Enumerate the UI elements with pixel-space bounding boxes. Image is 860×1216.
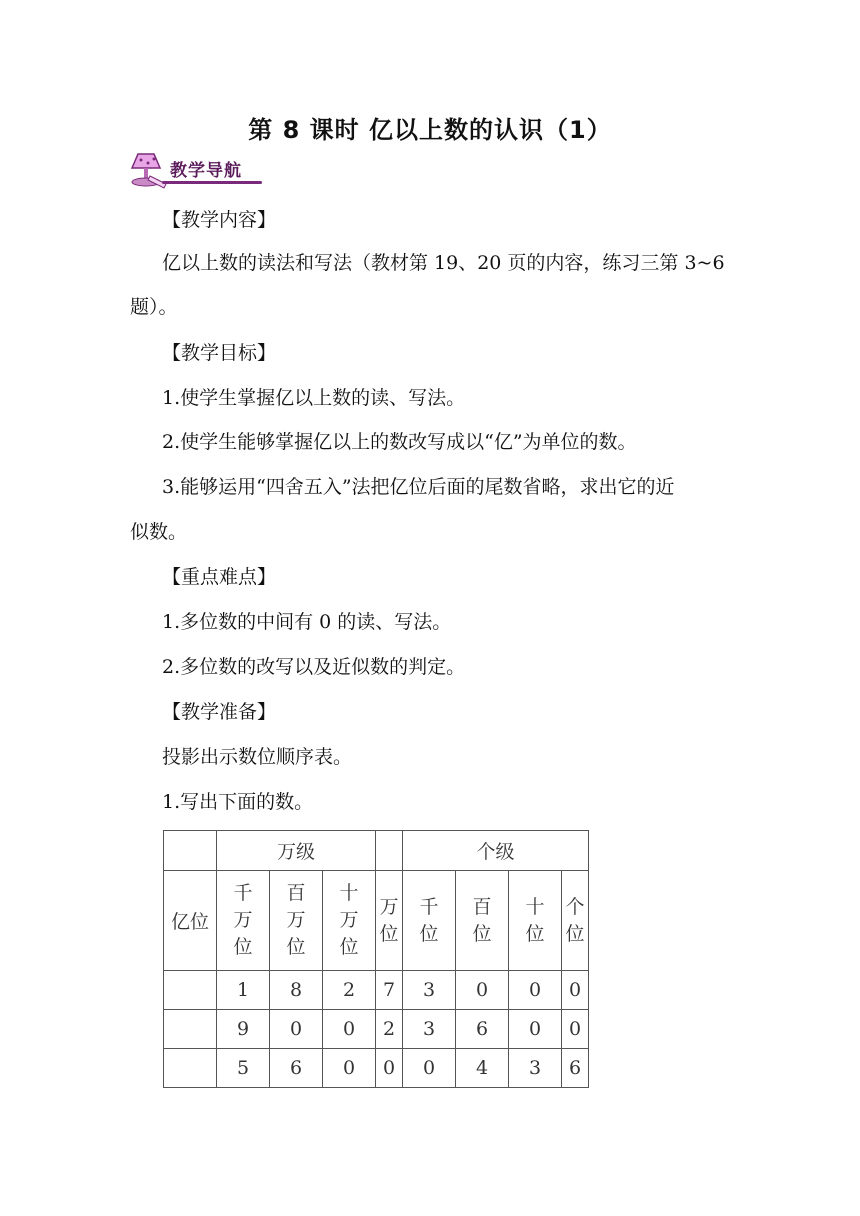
table-cell bbox=[164, 1010, 217, 1049]
table-cell: 2 bbox=[323, 971, 376, 1010]
table-cell: 9 bbox=[217, 1010, 270, 1049]
group-wan-cell: 万级 bbox=[217, 831, 376, 871]
col-header bbox=[323, 871, 376, 971]
exercise-1: 1.写出下面的数。 bbox=[162, 791, 314, 813]
table-cell: 0 bbox=[376, 1049, 403, 1088]
table-cell: 2 bbox=[376, 1010, 403, 1049]
key-heading: 【重点难点】 bbox=[162, 566, 277, 588]
content-text: 亿以上数的读法和写法（教材第 19、20 页的内容，练习三第 3~6 题）。 bbox=[130, 252, 725, 318]
table-cell: 0 bbox=[562, 971, 589, 1010]
goal-1: 1.使学生掌握亿以上数的读、写法。 bbox=[162, 387, 466, 409]
goal-2: 2.使学生能够掌握亿以上的数改写成以“亿”为单位的数。 bbox=[162, 431, 637, 453]
lamp-icon bbox=[126, 150, 170, 192]
table-cell: 0 bbox=[270, 1010, 323, 1049]
table-row bbox=[164, 1010, 589, 1049]
table-row bbox=[164, 971, 589, 1010]
col-label: 十 位 bbox=[525, 895, 545, 945]
col-label: 百 万 位 bbox=[286, 882, 306, 958]
content-heading: 【教学内容】 bbox=[162, 209, 277, 231]
table-cell: 8 bbox=[270, 971, 323, 1010]
table-cell: 7 bbox=[376, 971, 403, 1010]
table-cell: 6 bbox=[270, 1049, 323, 1088]
table-cell: 5 bbox=[217, 1049, 270, 1088]
key-2: 2.多位数的改写以及近似数的判定。 bbox=[162, 656, 466, 678]
page-title: 第 8 课时 亿以上数的认识（1） bbox=[248, 116, 612, 144]
table-cell: 6 bbox=[562, 1049, 589, 1088]
table-header-row bbox=[164, 831, 589, 871]
nav-underline bbox=[162, 181, 262, 184]
col-header bbox=[562, 871, 589, 971]
table-cell: 0 bbox=[509, 971, 562, 1010]
table-cell: 1 bbox=[217, 971, 270, 1010]
table-cell: 3 bbox=[509, 1049, 562, 1088]
col-label: 千 万 位 bbox=[233, 882, 253, 958]
teaching-nav-label: 教学导航 bbox=[170, 161, 242, 181]
table-cell: 0 bbox=[403, 1049, 456, 1088]
col-header bbox=[456, 871, 509, 971]
goals-heading: 【教学目标】 bbox=[162, 342, 277, 364]
group-ge-cell: 个级 bbox=[403, 831, 589, 871]
table-cell: 6 bbox=[456, 1010, 509, 1049]
table-cell bbox=[164, 1049, 217, 1088]
col-header bbox=[217, 871, 270, 971]
col-header bbox=[270, 871, 323, 971]
goal-3a: 3.能够运用“四舍五入”法把亿位后面的尾数省略，求出它的近 bbox=[162, 476, 675, 498]
table-cell: 0 bbox=[323, 1010, 376, 1049]
table-cell bbox=[164, 971, 217, 1010]
table-cell: 0 bbox=[562, 1010, 589, 1049]
table-column-row bbox=[164, 871, 589, 971]
table-cell: 0 bbox=[456, 971, 509, 1010]
col-label: 万 位 bbox=[379, 895, 399, 945]
table-cell: 4 bbox=[456, 1049, 509, 1088]
goal-3b: 似数。 bbox=[130, 521, 188, 543]
col-header bbox=[403, 871, 456, 971]
key-1: 1.多位数的中间有 0 的读、写法。 bbox=[162, 611, 452, 633]
group-wan-tail-cell bbox=[376, 831, 403, 871]
table-cell: 0 bbox=[509, 1010, 562, 1049]
prep-text: 投影出示数位顺序表。 bbox=[162, 746, 353, 768]
table-corner-cell bbox=[164, 831, 217, 871]
place-value-table bbox=[163, 830, 589, 1088]
table-cell: 0 bbox=[323, 1049, 376, 1088]
col-header bbox=[376, 871, 403, 971]
table-row bbox=[164, 1049, 589, 1088]
table-cell: 3 bbox=[403, 971, 456, 1010]
col-label: 个 位 bbox=[565, 895, 585, 945]
table-cell: 3 bbox=[403, 1010, 456, 1049]
col-header bbox=[509, 871, 562, 971]
col-yi: 亿位 bbox=[164, 871, 217, 971]
prep-heading: 【教学准备】 bbox=[162, 701, 277, 723]
col-label: 千 位 bbox=[419, 895, 439, 945]
col-label: 百 位 bbox=[472, 895, 492, 945]
teaching-nav-badge bbox=[126, 150, 266, 192]
col-label: 十 万 位 bbox=[339, 882, 359, 958]
